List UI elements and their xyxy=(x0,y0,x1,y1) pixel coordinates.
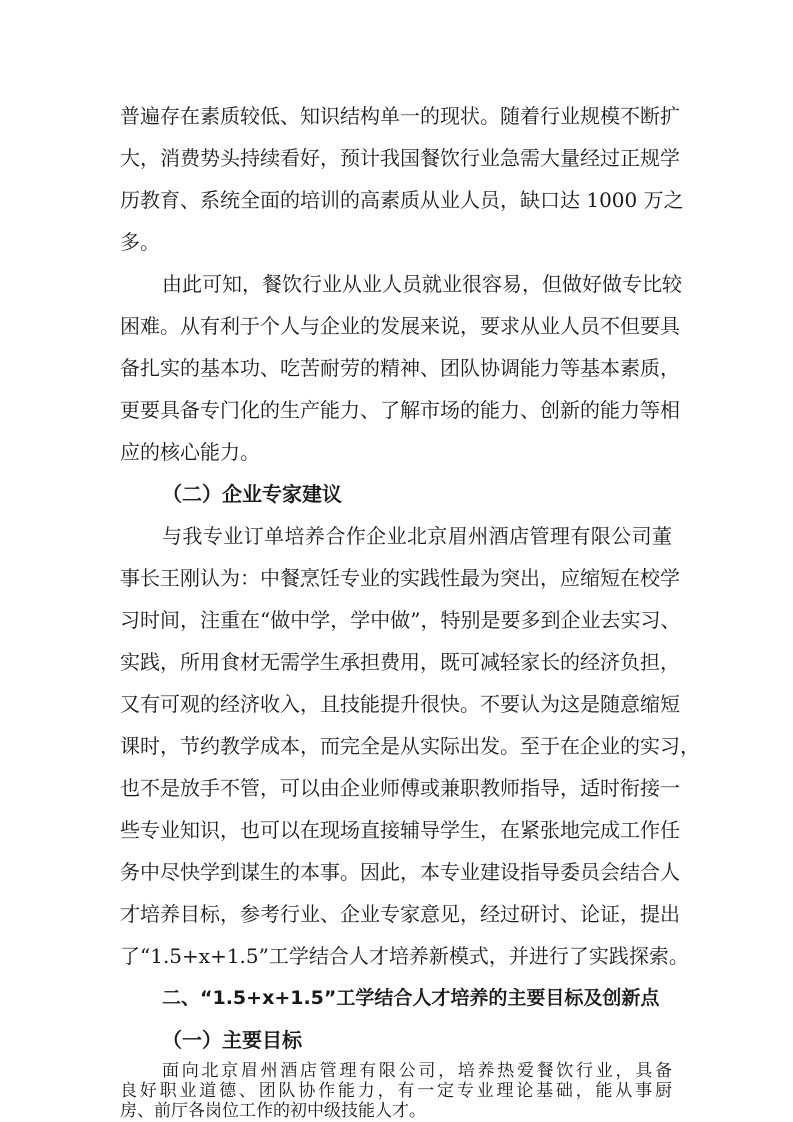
paragraph-3-line-1: 与我专业订单培养合作企业北京眉州酒店管理有限公司董 xyxy=(162,524,672,548)
paragraph-3-line-3: 习时间，注重在“做中学，学中做”，特别是要多到企业去实习、 xyxy=(120,608,681,632)
paragraph-3-line-8: 些专业知识，也可以在现场直接辅导学生，在紧张地完成工作任 xyxy=(120,818,680,842)
paragraph-3-line-7: 也不是放手不管，可以由企业师傅或兼职教师指导，适时衔接一 xyxy=(120,776,680,800)
paragraph-1-line-2: 大，消费势头持续看好，预计我国餐饮行业急需大量经过正规学 xyxy=(120,146,680,170)
paragraph-3-line-4: 实践，所用食材无需学生承担费用，既可减轻家长的经济负担， xyxy=(120,650,680,674)
paragraph-4-line-2: 良好职业道德、团队协作能力，有一定专业理论基础，能从事厨 xyxy=(120,1081,672,1101)
paragraph-3-line-11: 了“1.5+x+1.5”工学结合人才培养新模式，并进行了实践探索。 xyxy=(120,944,689,968)
paragraph-3-line-5: 又有可观的经济收入，且技能提升很快。不要认为这是随意缩短 xyxy=(120,692,680,716)
paragraph-3-line-9: 务中尽快学到谋生的本事。因此，本专业建设指导委员会结合人 xyxy=(120,860,680,884)
heading-enterprise-expert: （二）企业专家建议 xyxy=(162,482,342,506)
paragraph-2-line-5: 应的核心能力。 xyxy=(120,440,260,464)
paragraph-1-line-4: 多。 xyxy=(120,230,160,254)
paragraph-3-line-2: 事长王刚认为：中餐烹饪专业的实践性最为突出，应缩短在校学 xyxy=(120,566,680,590)
heading-main-goal: （一）主要目标 xyxy=(162,1028,302,1052)
paragraph-4-line-3: 房、前厅各岗位工作的初中级技能人才。 xyxy=(120,1101,426,1121)
paragraph-2-line-1: 由此可知，餐饮行业从业人员就业很容易，但做好做专比较 xyxy=(162,272,682,296)
paragraph-2-line-3: 备扎实的基本功、吃苦耐劳的精神、团队协调能力等基本素质， xyxy=(120,356,680,380)
paragraph-4-line-1: 面向北京眉州酒店管理有限公司，培养热爱餐饮行业，具备 xyxy=(162,1061,672,1081)
heading-section-2: 二、“1.5+x+1.5”工学结合人才培养的主要目标及创新点 xyxy=(162,987,660,1009)
paragraph-2-line-2: 困难。从有利于个人与企业的发展来说，要求从业人员不但要具 xyxy=(120,314,680,338)
paragraph-2-line-4: 更要具备专门化的生产能力、了解市场的能力、创新的能力等相 xyxy=(120,398,680,422)
paragraph-1-line-1: 普遍存在素质较低、知识结构单一的现状。随着行业规模不断扩 xyxy=(120,104,680,128)
paragraph-3-line-10: 才培养目标，参考行业、企业专家意见，经过研讨、论证，提出 xyxy=(120,902,680,926)
paragraph-1-line-3: 历教育、系统全面的培训的高素质从业人员，缺口达 1000 万之 xyxy=(120,188,684,212)
paragraph-3-line-6: 课时，节约教学成本，而完全是从实际出发。至于在企业的实习， xyxy=(120,734,700,758)
